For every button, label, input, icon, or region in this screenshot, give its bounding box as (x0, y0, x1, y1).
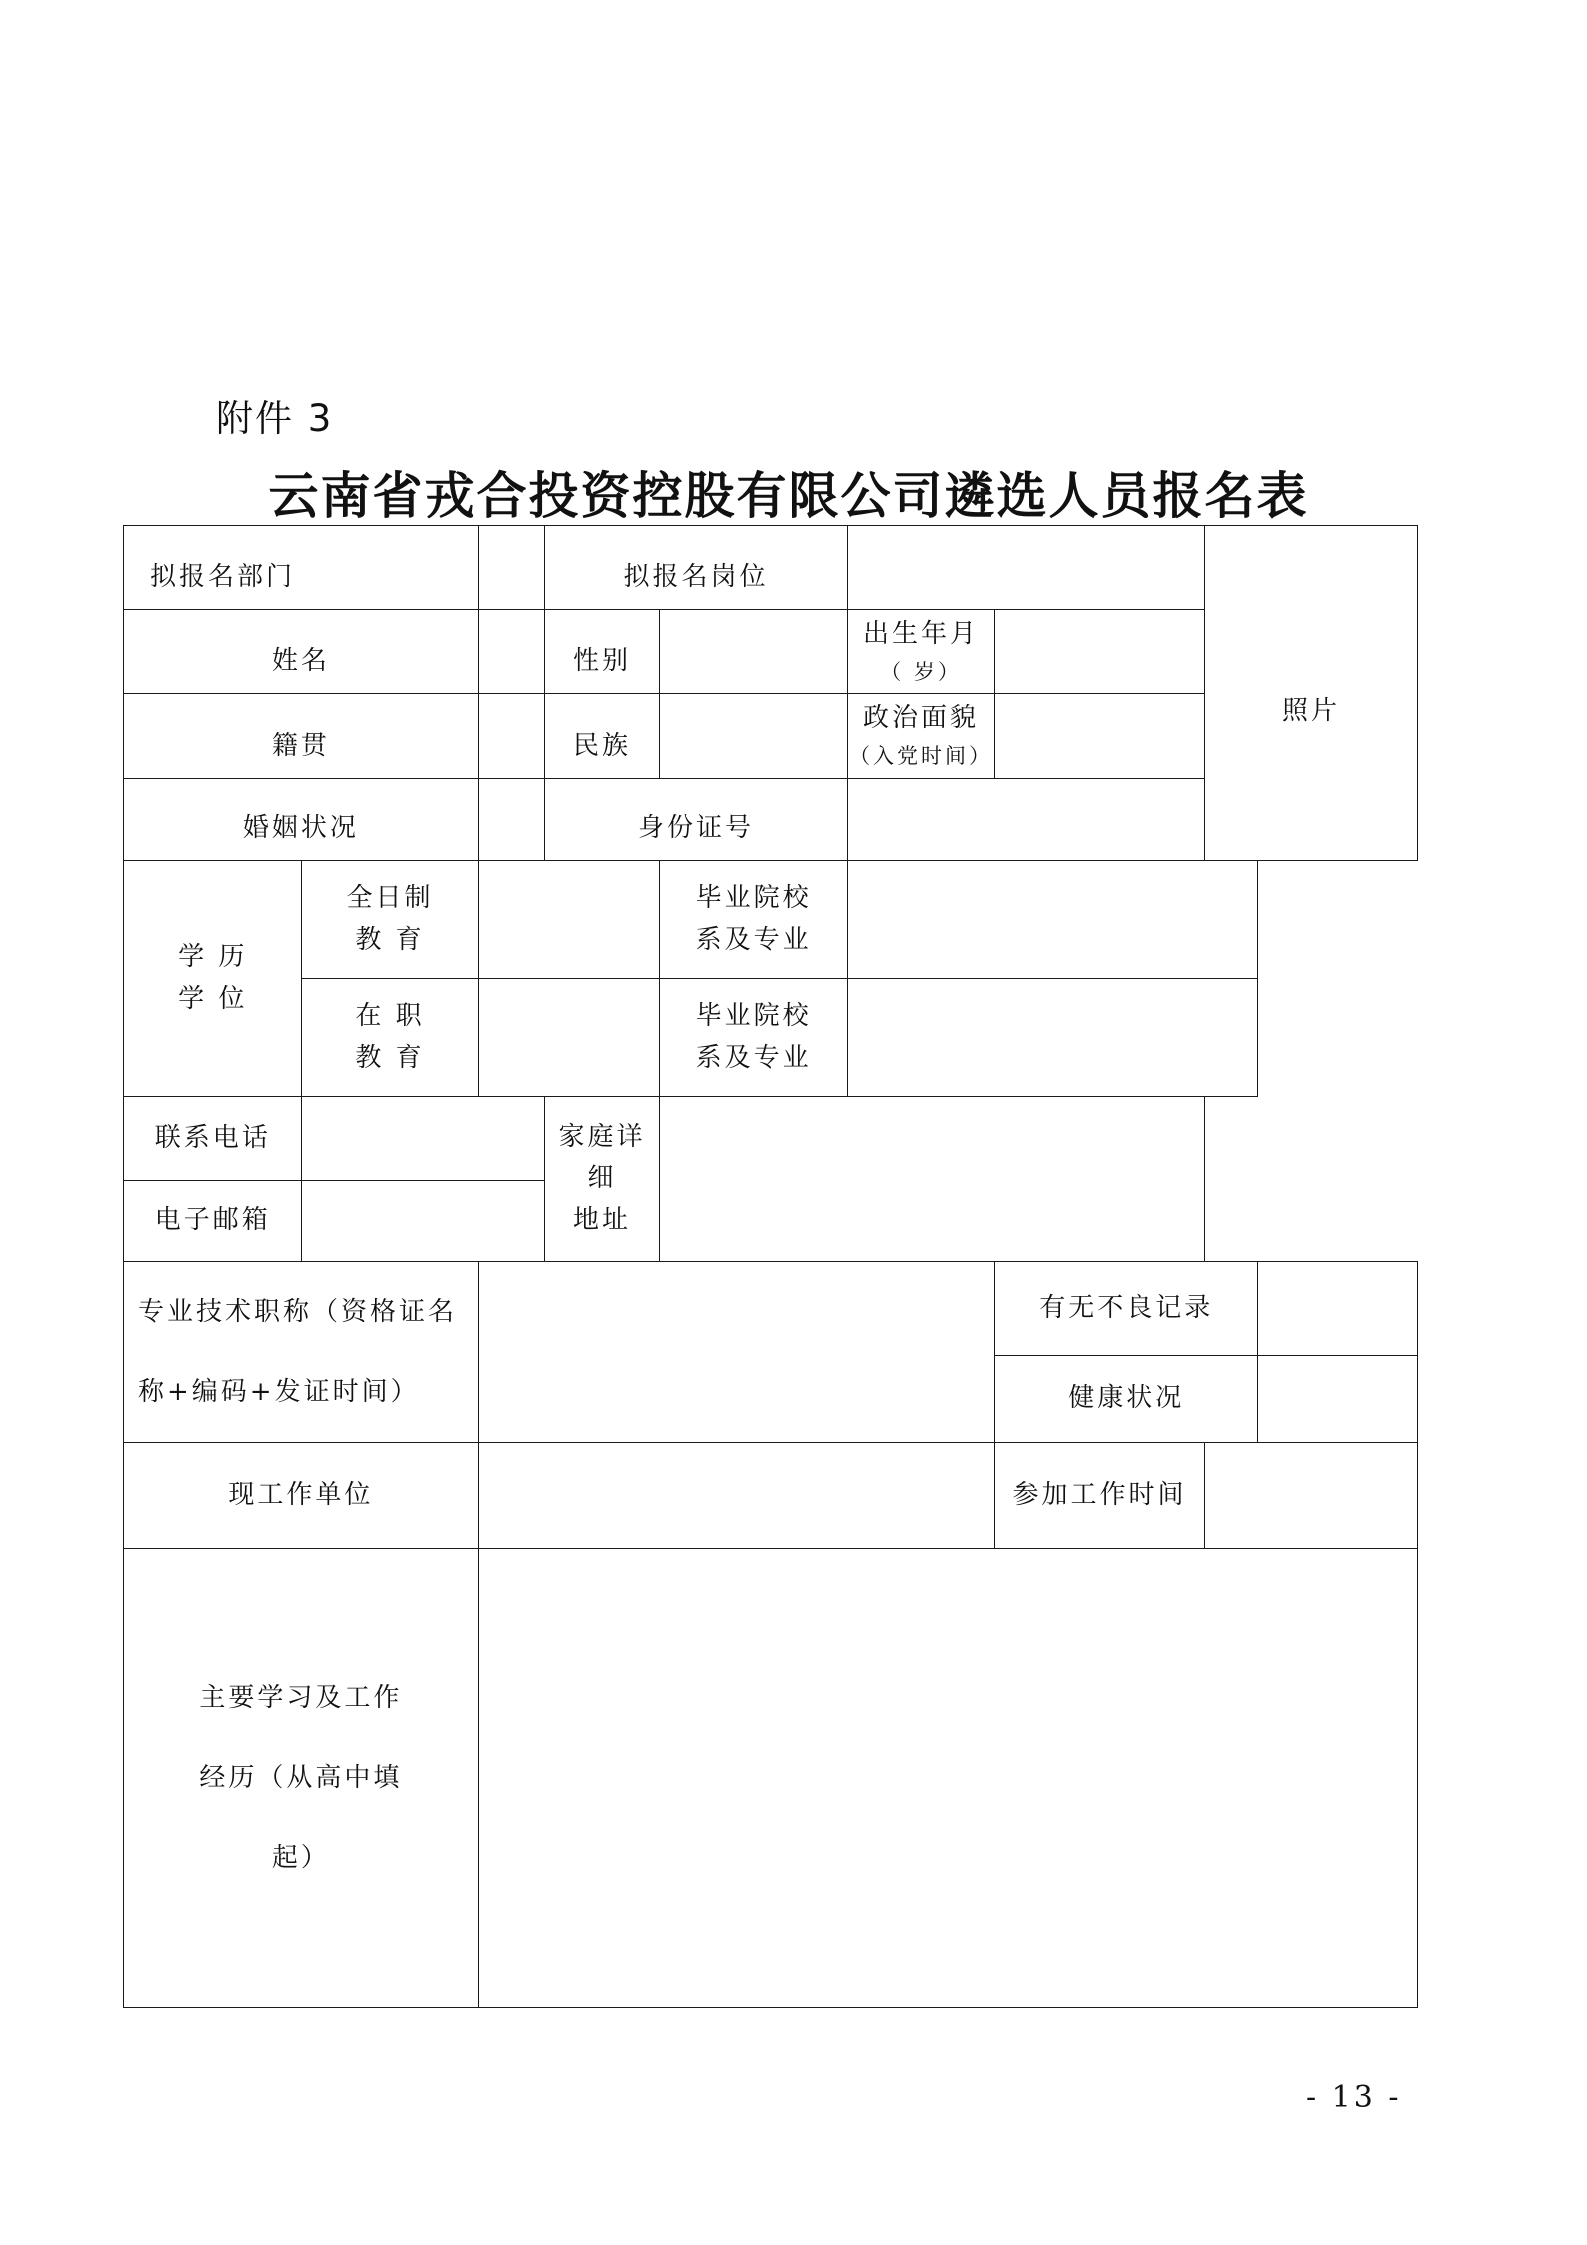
field-inservice[interactable] (478, 979, 660, 1097)
registration-form (123, 525, 1418, 2008)
field-professional-title[interactable] (478, 1262, 994, 1443)
field-phone[interactable] (302, 1097, 544, 1181)
field-email[interactable] (302, 1181, 544, 1262)
label-name: 姓名 (124, 610, 479, 694)
field-school-1[interactable] (848, 861, 1258, 979)
label-professional-title: 专业技术职称（资格证名 称+编码+发证时间） (124, 1262, 479, 1443)
field-birth[interactable] (995, 610, 1205, 694)
field-marital[interactable] (478, 779, 544, 861)
label-phone: 联系电话 (124, 1097, 302, 1181)
label-inservice: 在 职 教 育 (302, 979, 478, 1097)
label-id-number: 身份证号 (544, 779, 847, 861)
label-ethnicity: 民族 (544, 694, 659, 779)
label-email: 电子邮箱 (124, 1181, 302, 1262)
field-school-2[interactable] (848, 979, 1258, 1097)
page-number: - 13 - (1306, 2080, 1402, 2115)
label-gender: 性别 (544, 610, 659, 694)
label-bad-record: 有无不良记录 (995, 1262, 1258, 1356)
label-work-start: 参加工作时间 (995, 1443, 1205, 1549)
field-id-number[interactable] (848, 779, 1205, 861)
label-health: 健康状况 (995, 1355, 1258, 1442)
field-gender[interactable] (660, 610, 848, 694)
form-title: 云南省戎合投资控股有限公司遴选人员报名表 (268, 466, 1309, 525)
label-education: 学 历 学 位 (124, 861, 302, 1097)
label-position: 拟报名岗位 (544, 526, 847, 610)
field-bad-record[interactable] (1258, 1262, 1418, 1356)
field-position[interactable] (848, 526, 1205, 610)
field-political[interactable] (995, 694, 1205, 779)
field-name[interactable] (478, 610, 544, 694)
label-school-2: 毕业院校 系及专业 (660, 979, 848, 1097)
field-fulltime[interactable] (478, 861, 660, 979)
label-department: 拟报名部门 (124, 526, 479, 610)
field-ethnicity[interactable] (660, 694, 848, 779)
field-employer[interactable] (478, 1443, 994, 1549)
label-employer: 现工作单位 (124, 1443, 479, 1549)
label-photo: 照片 (1204, 526, 1417, 861)
field-health[interactable] (1258, 1355, 1418, 1442)
field-address[interactable] (660, 1097, 1205, 1262)
label-birth: 出生年月 （ 岁） (848, 610, 995, 694)
label-school-1: 毕业院校 系及专业 (660, 861, 848, 979)
field-history[interactable] (478, 1549, 1417, 2008)
label-political: 政治面貌 （入党时间） (848, 694, 995, 779)
label-native-place: 籍贯 (124, 694, 479, 779)
field-work-start[interactable] (1204, 1443, 1417, 1549)
label-fulltime: 全日制 教 育 (302, 861, 478, 979)
label-address: 家庭详细 地址 (544, 1097, 659, 1262)
field-department[interactable] (478, 526, 544, 610)
label-marital: 婚姻状况 (124, 779, 479, 861)
label-history: 主要学习及工作 经历（从高中填 起） (124, 1549, 479, 2008)
attachment-label: 附件 3 (216, 397, 334, 440)
field-native-place[interactable] (478, 694, 544, 779)
